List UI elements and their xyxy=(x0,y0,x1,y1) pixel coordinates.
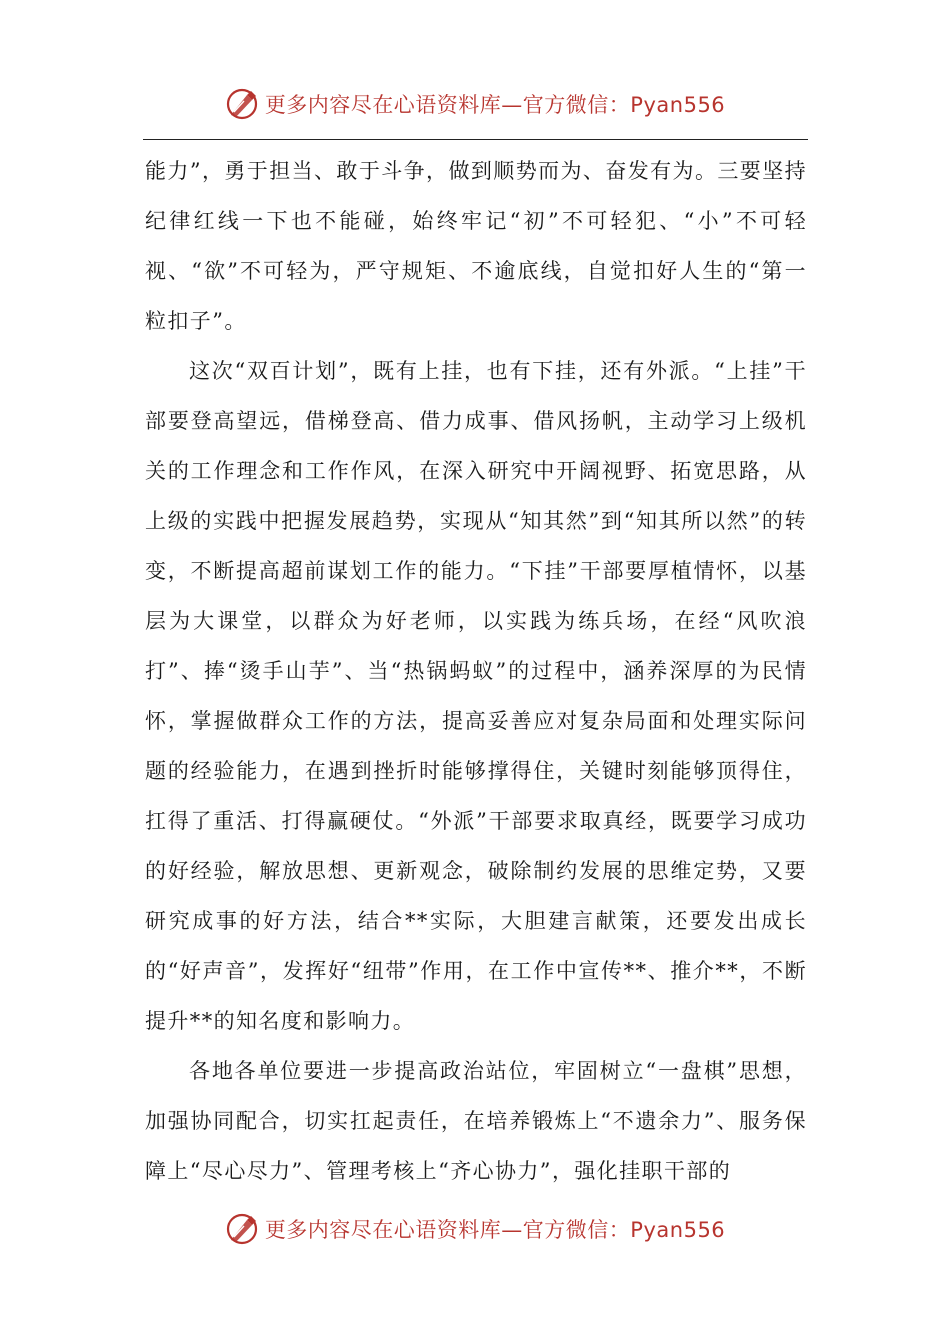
footer-banner xyxy=(0,1209,950,1249)
paragraph-3: 各地各单位要进一步提高政治站位，牢固树立“一盘棋”思想，加强协同配合，切实扛起责任，在培养锻炼上“不遗余力”、服务保障上“尽心尽力”、管理考核上“齐心协力”，强化挂职干部的 xyxy=(145,1059,807,1183)
header-banner xyxy=(0,84,950,124)
paragraph-2: 这次“双百计划”，既有上挂，也有下挂，还有外派。“上挂”干部要登高望远，借梯登高、借力成事、借风扬帆，主动学习上级机关的工作理念和工作作风，在深入研究中开阔视野、拓宽思路，从上级的实践中把握发展趋势，实现从“知其然”到“知其所以然”的转变，不断提高超前谋划工作的能力。“下挂”干部要厚植情怀，以基层为大课堂，以群众为好老师，以实践为练兵场，在经“风吹浪打”、捧“烫手山芋”、当“热锅蚂蚁”的过程中，涵养深厚的为民情怀，掌握做群众工作的方法，提高妥善应对复杂局面和处理实际问题的经验能力，在遇到挫折时能够撑得住，关键时刻能够顶得住，扛得了重活、打得赢硬仗。“外派”干部要求取真经，既要学习成功的好经验，解放思想、更新观念，破除制约发展的思维定势，又要研究成事的好方法，结合**实际，大胆建言献策，还要发出成长的“好声音”，发挥好“纽带”作用，在工作中宣传**、推介**，不断提升**的知名度和影响力。 xyxy=(145,359,807,1033)
header-slogan: 更多内容尽在心语资料库—官方微信：Pyan556 xyxy=(264,93,726,117)
paragraph-1: 能力”，勇于担当、敢于斗争，做到顺势而为、奋发有为。三要坚持纪律红线一下也不能碰，始终牢记“初”不可轻犯、“小”不可轻视、“欲”不可轻为，严守规矩、不逾底线，自觉扣好人生的“第一粒扣子”。 xyxy=(145,159,807,333)
pen-nib-logo-icon xyxy=(225,1212,259,1246)
header-divider xyxy=(143,139,808,140)
footer-slogan: 更多内容尽在心语资料库—官方微信：Pyan556 xyxy=(264,1218,726,1242)
pen-nib-logo-icon xyxy=(225,87,259,121)
document-body xyxy=(145,146,807,1196)
